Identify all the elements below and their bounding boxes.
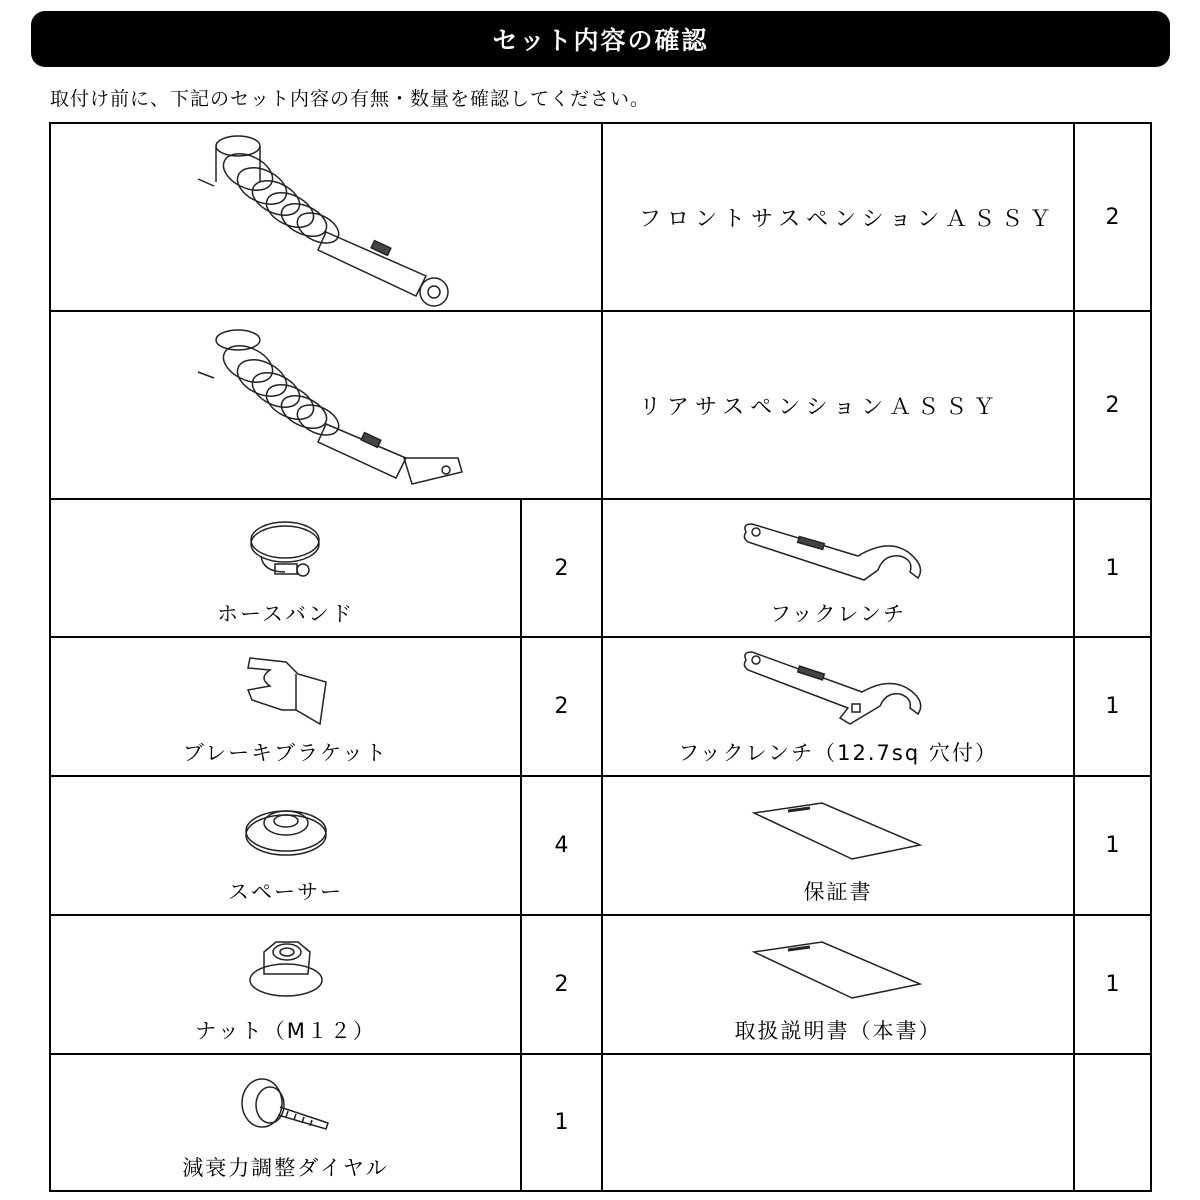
front-suspension-name-cell <box>603 124 1073 310</box>
front-suspension-name: フロントサスペンションＡＳＳＹ <box>639 206 1058 232</box>
instruction-manual-name: 取扱説明書（本書） <box>734 1019 942 1043</box>
section-title: セット内容の確認 <box>492 26 709 55</box>
spacer-cell <box>51 777 520 914</box>
hook-wrench-square-hole-qty: 1 <box>1105 694 1120 719</box>
warranty-cell <box>603 777 1073 914</box>
rear-suspension-name-cell <box>603 312 1073 498</box>
hook-wrench-square-hole-qty-cell <box>1075 638 1150 775</box>
nut-qty-cell <box>522 916 601 1053</box>
hose-band-name: ホースバンド <box>217 602 354 626</box>
instruction-manual-cell <box>603 916 1073 1053</box>
intro-text: 取付け前に、下記のセット内容の有無・数量を確認してください。 <box>50 88 651 110</box>
hose-band-cell <box>51 500 520 636</box>
instruction-manual-icon <box>748 938 928 1000</box>
brake-bracket-qty-cell <box>522 638 601 775</box>
hook-wrench-qty-cell <box>1075 500 1150 636</box>
brake-bracket-icon <box>236 652 336 728</box>
brake-bracket-qty: 2 <box>554 694 569 719</box>
warranty-document-icon <box>748 799 928 861</box>
damping-dial-qty-cell <box>522 1055 601 1190</box>
nut-qty: 2 <box>554 972 569 997</box>
hook-wrench-name: フックレンチ <box>769 602 906 626</box>
instruction-manual-qty: 1 <box>1105 972 1120 997</box>
brake-bracket-cell <box>51 638 520 775</box>
front-suspension-qty: 2 <box>1105 204 1120 230</box>
damping-dial-qty: 1 <box>554 1110 569 1135</box>
front-suspension-icon <box>176 124 476 310</box>
hook-wrench-square-hole-icon <box>738 646 938 726</box>
damping-dial-icon <box>236 1073 336 1139</box>
hook-wrench-square-hole-cell <box>603 638 1073 775</box>
instruction-manual-qty-cell <box>1075 916 1150 1053</box>
damping-dial-cell <box>51 1055 520 1190</box>
warranty-qty-cell <box>1075 777 1150 914</box>
spacer-icon <box>241 797 331 861</box>
hose-band-qty: 2 <box>554 555 569 581</box>
hose-band-icon <box>241 516 331 586</box>
rear-suspension-qty: 2 <box>1105 392 1120 418</box>
spacer-qty-cell <box>522 777 601 914</box>
damping-dial-name: 減衰力調整ダイヤル <box>182 1156 389 1180</box>
hook-wrench-icon <box>738 516 938 586</box>
nut-icon <box>246 934 326 1000</box>
front-suspension-qty-cell <box>1075 124 1150 310</box>
nut-name: ナット（M１２） <box>195 1019 376 1043</box>
brake-bracket-name: ブレーキブラケット <box>182 741 389 765</box>
front-suspension-image <box>51 124 601 310</box>
hook-wrench-cell <box>603 500 1073 636</box>
hose-band-qty-cell <box>522 500 601 636</box>
spacer-name: スペーサー <box>228 880 343 904</box>
hook-wrench-qty: 1 <box>1105 555 1120 581</box>
spacer-qty: 4 <box>554 833 569 858</box>
warranty-qty: 1 <box>1105 833 1120 858</box>
section-header <box>31 11 1170 67</box>
rear-suspension-name: リアサスペンションＡＳＳＹ <box>639 394 1002 420</box>
hook-wrench-square-hole-name: フックレンチ（12.7sq 穴付） <box>678 741 998 765</box>
rear-suspension-icon <box>176 312 476 498</box>
rear-suspension-qty-cell <box>1075 312 1150 498</box>
nut-cell <box>51 916 520 1053</box>
warranty-name: 保証書 <box>803 880 873 904</box>
rear-suspension-image <box>51 312 601 498</box>
